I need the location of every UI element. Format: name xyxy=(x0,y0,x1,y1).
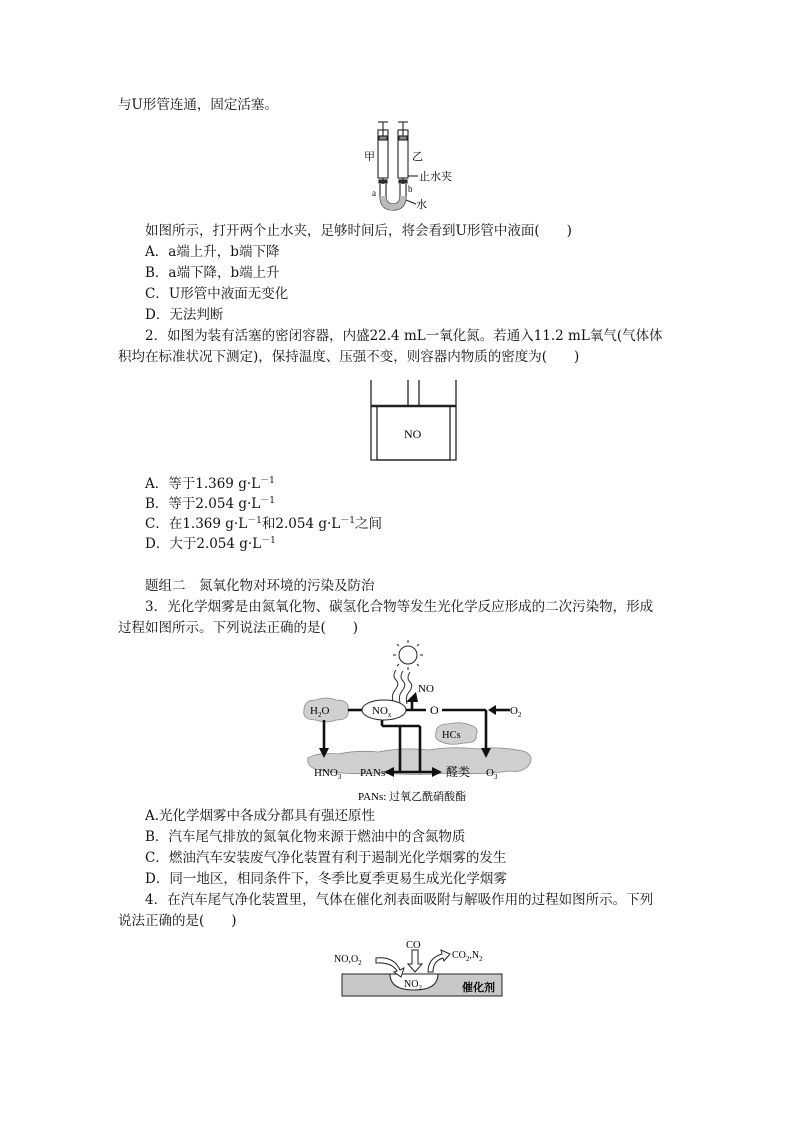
q2-option-b: B．等于2.054 $g\cdot L^{-1}$ xyxy=(145,496,275,512)
no-label: NO xyxy=(418,683,434,695)
b-end-label: b xyxy=(408,184,413,194)
q3-option-b: B．汽车尾气排放的氮氧化物来源于燃油中的含氮物质 xyxy=(145,829,466,845)
sun-icon xyxy=(393,640,423,670)
q4-question-line1: 4．在汽车尾气净化装置里，气体在催化剂表面吸附与解吸作用的过程如图所示。下列 xyxy=(145,892,654,908)
water-label: 水 xyxy=(416,199,427,211)
q3-question-line2: 过程如图所示。下列说法正确的是( ) xyxy=(118,620,359,636)
h2o-label: $H_2O$ xyxy=(310,705,330,719)
a-end-label: a xyxy=(372,188,376,198)
q2-question-line1: 2．如图为装有活塞的密闭容器，内盛22.4 mL一氧化氮。若通入11.2 mL氧气(气体体 xyxy=(145,328,663,344)
products-label: $CO_2,N_2$ xyxy=(452,950,483,963)
o-atom-label: O xyxy=(430,703,439,717)
q1-option-a: A．a端上升，b端下降 xyxy=(145,244,280,260)
smog-caption: PANs: 过氧乙酰硝酸酯 xyxy=(358,791,467,803)
q1-question: 如图所示，打开两个止水夹，足够时间后，将会看到U形管中液面( ) xyxy=(145,223,572,239)
q2-option-c: C．在1.369 $g\cdot L^{-1}$和2.054 $g\cdot L^{-1}$之间 xyxy=(145,516,382,532)
piston-container-figure xyxy=(368,376,460,464)
q4-question-line2: 说法正确的是( ) xyxy=(118,913,237,929)
catalyst-label: 催化剂 xyxy=(462,982,495,994)
q2-option-d: D．大于2.054 $g\cdot L^{-1}$ xyxy=(145,536,276,552)
q3-option-a: A.光化学烟雾中各成分都具有强还原性 xyxy=(145,808,376,824)
q1-option-d: D．无法判断 xyxy=(145,307,224,323)
hno3-label: $HNO_3$ xyxy=(314,767,342,781)
q3-option-d: D．同一地区，相同条件下，冬季比夏季更易生成光化学烟雾 xyxy=(145,871,507,887)
co-label: CO xyxy=(406,940,421,951)
pans-label: PANs xyxy=(360,767,386,779)
aldehydes-label: 醛类 xyxy=(446,765,471,779)
q2-option-a: A．等于1.369 $g\cdot L^{-1}$ xyxy=(145,476,275,492)
adsorbed-no2-label: $NO_2$ xyxy=(404,979,422,992)
group2-heading: 题组二 氮氧化物对环境的污染及防治 xyxy=(145,578,375,594)
q1-option-b: B．a端下降，b端上升 xyxy=(145,265,280,281)
q3-option-c: C．燃油汽车安装废气净化装置有利于遏制光化学烟雾的发生 xyxy=(145,850,507,866)
clamp-label: 止水夹 xyxy=(419,171,452,183)
smog-process-figure xyxy=(300,638,550,806)
syringe-right-label: 乙 xyxy=(412,151,423,163)
syringe-left-label: 甲 xyxy=(364,151,375,163)
o3-label: $O_3$ xyxy=(486,767,498,781)
q1-option-c: C．U形管中液面无变化 xyxy=(145,286,289,302)
o2-label: $O_2$ xyxy=(510,705,522,719)
u-tube-figure xyxy=(360,120,460,214)
gas-label: NO xyxy=(404,427,422,441)
q2-question-line2: 积均在标准状况下测定)，保持温度、压强不变，则容器内物质的密度为( ) xyxy=(118,349,580,365)
hcs-label: HCs xyxy=(442,730,461,741)
q3-question-line1: 3．光化学烟雾是由氮氧化物、碳氢化合物等发生光化学反应形成的二次污染物，形成 xyxy=(145,599,654,615)
nox-label: $NO_x$ xyxy=(372,705,392,719)
catalyst-figure xyxy=(334,938,506,1000)
intro-line: 与U形管连通，固定活塞。 xyxy=(118,97,278,113)
reactants-label: $NO,O_2$ xyxy=(334,954,362,967)
